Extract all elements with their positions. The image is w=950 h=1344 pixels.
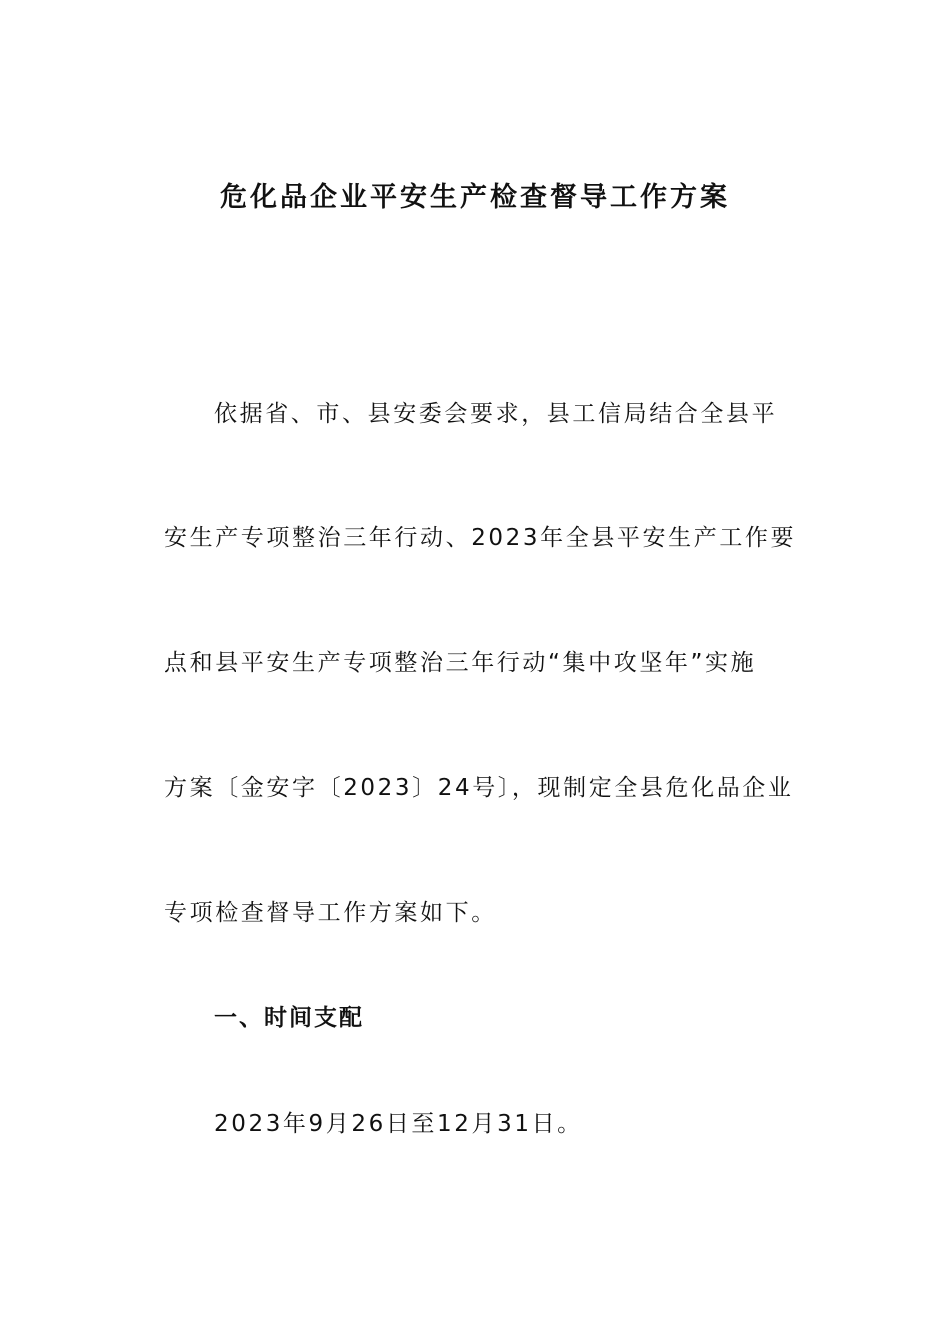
section-heading-schedule: 一、时间支配	[214, 1005, 364, 1031]
document-title: 危化品企业平安生产检查督导工作方案	[220, 182, 730, 213]
section-body-schedule: 2023年9月26日至12月31日。	[214, 1111, 583, 1137]
intro-line-5: 专项检查督导工作方案如下。	[164, 900, 497, 926]
intro-line-2: 安生产专项整治三年行动、2023年全县平安生产工作要	[164, 525, 797, 551]
intro-line-1: 依据省、市、县安委会要求，县工信局结合全县平	[214, 401, 778, 427]
intro-line-3: 点和县平安生产专项整治三年行动“集中攻坚年”实施	[164, 650, 757, 676]
intro-line-4: 方案〔金安字〔2023〕24号〕，现制定全县危化品企业	[164, 775, 794, 801]
